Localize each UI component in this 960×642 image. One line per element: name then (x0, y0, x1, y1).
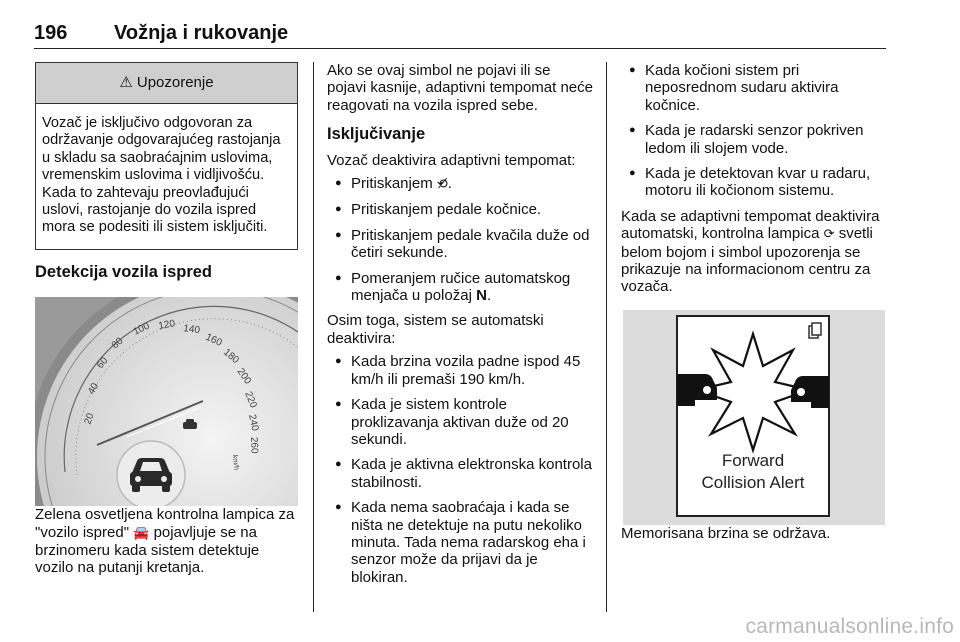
list-item: ● Kada nema saobraćaja i kada se ništa ne detektuje na putu nekoliko minuta. Tada nema radarskog eha i senzor može da prijavi da je blokiran. (327, 499, 593, 586)
gauge-label: 180 (221, 347, 241, 367)
gauge-label: 160 (203, 331, 224, 350)
car-symbol-icon: 🚘 (133, 525, 150, 541)
item-text: Pritiskanjem (351, 175, 433, 193)
para-part-b: svetli belom bojom i simbol upozorenja se prikazuje na informacionom centru za vozača. (621, 225, 873, 296)
list-item: ● Kada je sistem kontrole proklizavanja aktivan duže od 20 sekundi. (327, 396, 593, 448)
gauge-label: 60 (94, 355, 111, 372)
list-item: ● Kada brzina vozila padne ispod 45 km/h ili premaši 190 km/h. (327, 353, 593, 388)
fca-line-1: Forward (721, 450, 785, 470)
cruise-cancel-icon: ⟲̸ (436, 177, 448, 193)
list-item: ● Kada kočioni sistem pri neposrednom sudaru aktivira kočnice. (621, 62, 889, 114)
list-item: ● Pritiskanjem pedale kvačila duže od četiri sekunde. (327, 227, 593, 262)
warning-box (35, 62, 298, 250)
column-3 (621, 62, 889, 542)
list-item: ● Kada je radarski senzor pokriven ledom ili slojem vode. (621, 122, 889, 157)
auto-deactivation-para (621, 208, 889, 296)
warning-title: Upozorenje (136, 74, 214, 92)
gauge-label: 100 (131, 320, 152, 338)
gauge-label: 260 (248, 436, 260, 455)
forward-collision-alert-image (623, 310, 885, 525)
column-2 (327, 62, 593, 594)
gear-position-n: N (476, 287, 487, 305)
header-divider (34, 48, 886, 49)
item-text: Pomeranjem ručice automatskog menjača u položaj (351, 269, 571, 305)
list-item: ● Kada je aktivna elektronska kontrola stabilnosti. (327, 456, 593, 491)
gauge-label: 80 (109, 335, 126, 352)
detection-caption (35, 506, 298, 577)
warning-triangle-icon: ⚠ (119, 74, 133, 92)
deactivate-list (327, 175, 593, 304)
caption-part-b: pojavljuje se na brzinomeru kada sistem detektuje vozilo na putanji kretanja. (35, 523, 260, 577)
section-title-deactivation: Isključivanje (327, 125, 426, 144)
warning-body: Vozač je isključivo odgovoran za održavanje odgovarajućeg rastojanja u skladu sa saobraćajnim uslovima, vremenskim uslovima i vidljivošću. Kada to zahtevaju preovlađujući uslovi, rastojanje do vozila ispred mora se podesiti ili sistem isključiti. (42, 115, 281, 236)
page-title: Vožnja i rukovanje (114, 22, 289, 44)
deactivate-intro: Vozač deaktivira adaptivni tempomat: (327, 151, 576, 169)
warning-header (36, 63, 297, 104)
page-number: 196 (34, 22, 68, 44)
column-1 (35, 62, 298, 577)
memorized-speed-text: Memorisana brzina se održava. (621, 524, 831, 542)
auto-list-continued (621, 62, 889, 200)
auto-intro: Osim toga, sistem se automatski deaktivira: (327, 312, 544, 347)
watermark: carmanualsonline.info (745, 615, 954, 638)
list-item (327, 270, 593, 305)
gauge-label: 140 (182, 323, 201, 337)
gauge-label: 240 (246, 413, 261, 433)
caption-part-a: Zelena osvetljena kontrolna lampica za "vozilo ispred" (35, 506, 295, 541)
gauge-label: 120 (157, 318, 176, 333)
gauge-label: 200 (234, 366, 254, 387)
para-part-a: Kada se adaptivni tempomat deaktivira automatski, kontrolna lampica (621, 207, 880, 243)
page-header (34, 8, 886, 48)
cruise-lamp-icon: ⟳ (823, 227, 835, 243)
item-end: . (447, 175, 452, 193)
speedometer-image (35, 297, 298, 506)
column2-intro: Ako se ovaj simbol ne pojavi ili se pojavi kasnije, adaptivni tempomat neće reagovati na vozila ispred sebe. (327, 62, 593, 114)
column-divider-2 (606, 62, 607, 612)
list-item (327, 175, 593, 193)
item-end: . (486, 287, 492, 305)
list-item: ● Pritiskanjem pedale kočnice. (327, 201, 593, 218)
gauge-label: 20 (82, 412, 97, 427)
gauge-label: 40 (86, 381, 102, 397)
gauge-label: 220 (242, 390, 259, 410)
list-item: ● Kada je detektovan kvar u radaru, motoru ili kočionom sistemu. (621, 165, 889, 200)
detection-title: Detekcija vozila ispred (35, 262, 212, 281)
column-divider-1 (313, 62, 314, 612)
gauge-unit: km/h (231, 454, 240, 471)
fca-line-2: Collision Alert (701, 472, 805, 492)
auto-list (327, 353, 593, 586)
